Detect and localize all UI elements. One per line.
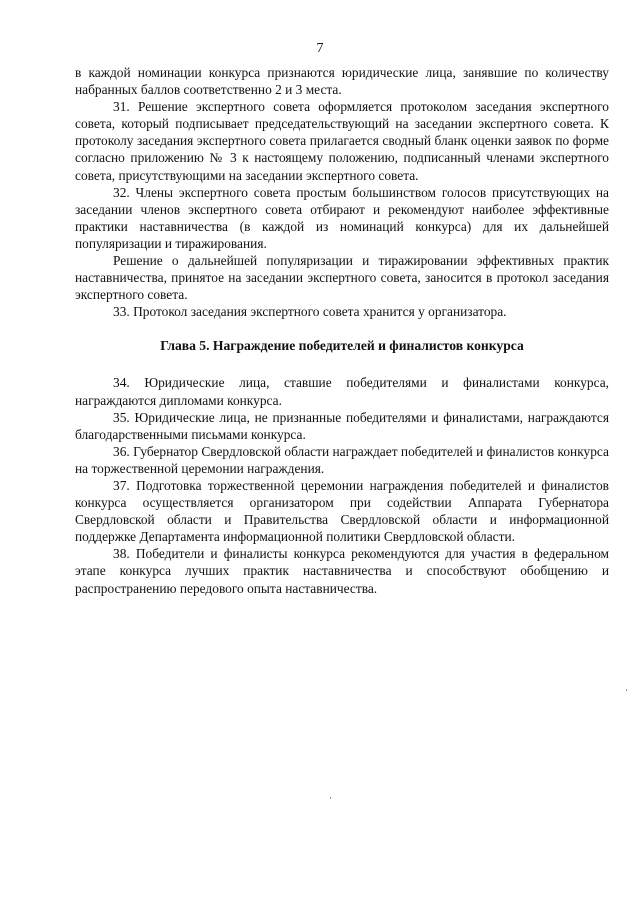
paragraph-37: 37. Подготовка торжественной церемонии награждения победителей и финалистов конкурса осуществляется организатором при содействии Аппарата Губернатора Свердловской области и Правительства Свердловской области и информационной поддержке Департамента информационной политики Свердловской области.: [75, 477, 609, 545]
page-number: 7: [316, 41, 324, 56]
paragraph-31: 31. Решение экспертного совета оформляется протоколом заседания экспертного совета, который подписывает председательствующий на заседании экспертного совета. К протоколу заседания экспертного совета прилагается сводный бланк оценки заявок по форме согласно приложению № 3 к настоящему положению, подписанный членами экспертного совета, присутствующими на заседании экспертного совета.: [75, 99, 609, 183]
paragraph-35: 35. Юридические лица, не признанные победителями и финалистами, награждаются благодарственными письмами конкурса.: [75, 409, 609, 442]
scan-speck: [626, 689, 627, 691]
paragraph-38: 38. Победители и финалисты конкурса рекомендуются для участия в федеральном этапе конкурса лучших практик наставничества и способствуют обобщению и распространению передового опыта наставничества.: [75, 546, 609, 596]
paragraph-34: 34. Юридические лица, ставшие победителями и финалистами конкурса, награждаются дипломами конкурса.: [75, 375, 609, 408]
paragraph-36: 36. Губернатор Свердловской области награждает победителей и финалистов конкурса на торжественной церемонии награждения.: [75, 443, 609, 476]
paragraph-32-decision: Решение о дальнейшей популяризации и тиражировании эффективных практик наставничества, принятое на заседании экспертного совета, заносится в протокол заседания экспертного совета.: [75, 253, 609, 303]
scan-speck: [330, 797, 331, 799]
chapter-heading: Глава 5. Награждение победителей и финалистов конкурса: [160, 338, 524, 354]
page-content: [75, 64, 609, 597]
paragraph-33: 33. Протокол заседания экспертного совета хранится у организатора.: [113, 304, 507, 320]
paragraph-continuation: в каждой номинации конкурса признаются юридические лица, занявшие по количеству набранных баллов соответственно 2 и 3 места.: [75, 65, 609, 98]
paragraph-32: 32. Члены экспертного совета простым большинством голосов присутствующих на заседании членов экспертного совета отбирают и рекомендуют наиболее эффективные практики наставничества (в каждой из номинаций конкурса) для их дальнейшей популяризации и тиражирования.: [75, 184, 609, 251]
